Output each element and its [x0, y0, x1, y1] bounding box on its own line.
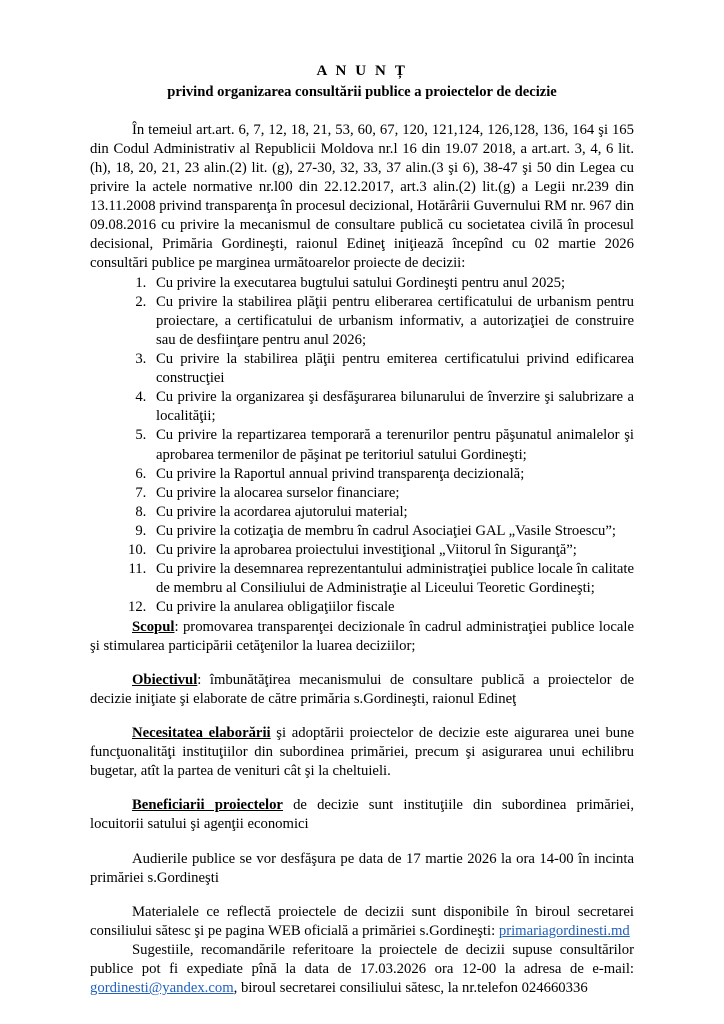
- section-audieri: Audierile publice se vor desfăşura pe data de 17 martie 2026 la ora 14-00 în incinta primăriei s.Gordineşti: [90, 850, 634, 886]
- section-necesitate: [90, 724, 634, 781]
- section-beneficiari-text: de decizie sunt instituţiile din subordinea primăriei, locuitorii satului şi agenţii economici: [90, 797, 634, 833]
- list-item: 6. Cu privire la Raportul annual privind transparenţa decizională;: [150, 465, 634, 484]
- list-item: 10. Cu privire la aprobarea proiectului investiţional „Viitorul în Siguranţă”;: [150, 541, 634, 560]
- section-materiale-text: Materialele ce reflectă proiectele de decizii sunt disponibile în biroul secretarei consiliului sătesc şi pe pagina WEB oficială a primăriei s.Gordineşti:: [90, 903, 634, 939]
- section-materiale: [90, 903, 634, 941]
- intro-paragraph: În temeiul art.art. 6, 7, 12, 18, 21, 53, 60, 67, 120, 121,124, 126,128, 136, 164 şi 165 din Codul Administrativ al Republicii Moldova nr.l 16 din 19.07 2018, a art.art. 3, 4, 6 lit.(h), 18, 20, 21, 23 alin.(2) lit. (g), 27-30, 32, 33, 37 alin.(3 şi 6), 38-47 şi 50 din Legea cu privire la actele normative nr.l00 din 22.12.2017, art.3 alin.(2) lit.(g) a Legii nr.239 din 13.11.2008 privind transparenţa în procesul decizional, Hotărârii Guvernului RM nr. 967 din 09.08.2016 cu privire la mecanismul de consultare publică cu societatea civilă în procesul decisional, Primăria Gordineşti, raionul Edineţ iniţiează începînd cu 02 martie 2026 consultări publice pe marginea următoarelor proiecte de decizii:: [90, 121, 634, 272]
- email-link[interactable]: gordinesti@yandex.com: [90, 980, 234, 997]
- section-scop-text: : promovarea transparenţei decizionale în cadrul administraţiei publice locale şi stimularea participării cetăţenilor la luarea deciziilor;: [90, 618, 634, 654]
- section-sugestii-text-after: , biroul secretarei consiliului sătesc, la nr.telefon 024660336: [233, 980, 588, 997]
- list-item: 8. Cu privire la acordarea ajutorului material;: [150, 503, 634, 522]
- list-item: 2. Cu privire la stabilirea plăţii pentru eliberarea certificatului de urbanism pentru proiectare, a certificatului de urbanism informativ, a autorizaţiei de construire sau de desfiinţare pentru anul 2026;: [150, 293, 634, 350]
- page-title: A N U N Ț: [316, 63, 408, 79]
- list-item: 12. Cu privire la anularea obligaţiilor fiscale: [150, 598, 634, 617]
- list-item: 11. Cu privire la desemnarea reprezentantului administraţiei publice locale în calitate de membru al Consiliului de Administraţie al Liceului Teoretic Gordineşti;: [150, 560, 634, 598]
- page-subtitle: privind organizarea consultării publice a proiectelor de decizie: [167, 83, 557, 100]
- list-item: 3. Cu privire la stabilirea plăţii pentru emiterea certificatului privind edificarea construcţiei: [150, 350, 634, 388]
- section-necesitate-label: Necesitatea elaborării: [132, 725, 271, 741]
- section-beneficiari: [90, 796, 634, 834]
- section-sugestii-text-before: Sugestiile, recomandările referitoare la proiectele de decizii supuse consultărilor publice pot fi expediate pînă la data de 17.03.2026 ora 12-00 la adresa de e-mail:: [90, 941, 634, 978]
- list-item: 1. Cu privire la executarea bugtului satului Gordineşti pentru anul 2025;: [150, 274, 634, 293]
- section-scop-label: Scopul: [132, 618, 175, 635]
- list-item: 7. Cu privire la alocarea surselor financiare;: [150, 484, 634, 503]
- website-link[interactable]: primariagordinesti.md: [498, 922, 630, 939]
- section-beneficiari-label: Beneficiarii proiectelor: [132, 797, 283, 814]
- decisions-list: [90, 274, 634, 618]
- section-sugestii: [90, 941, 634, 998]
- list-item: 9. Cu privire la cotizaţia de membru în cadrul Asociaţiei GAL „Vasile Stroescu”;: [150, 522, 634, 541]
- list-item: 5. Cu privire la repartizarea temporară a terenurilor pentru păşunatul animalelor şi aprobarea termenilor de păşinat pe teritoriul satului Gordineşti;: [150, 426, 634, 464]
- section-obiectiv-text: : îmbunătăţirea mecanismului de consultare publică a proiectelor de decizie iniţiate şi elaborate de către primăria s.Gordineşti, raionul Edineţ: [90, 671, 634, 707]
- section-obiectiv: [90, 671, 634, 709]
- section-scop: [90, 618, 634, 656]
- list-item: 4. Cu privire la organizarea şi desfăşurarea bilunarului de înverzire şi salubrizare a localităţii;: [150, 388, 634, 426]
- section-necesitate-text: şi adoptării proiectelor de decizie este aigurarea unei bune funcţuonalităţi instituţiilor din subordinea primăriei, precum şi asigurarea unui echilibru bugetar, atît la partea de venituri cât şi la cheltuieli.: [90, 725, 634, 780]
- section-obiectiv-label: Obiectivul: [132, 671, 198, 688]
